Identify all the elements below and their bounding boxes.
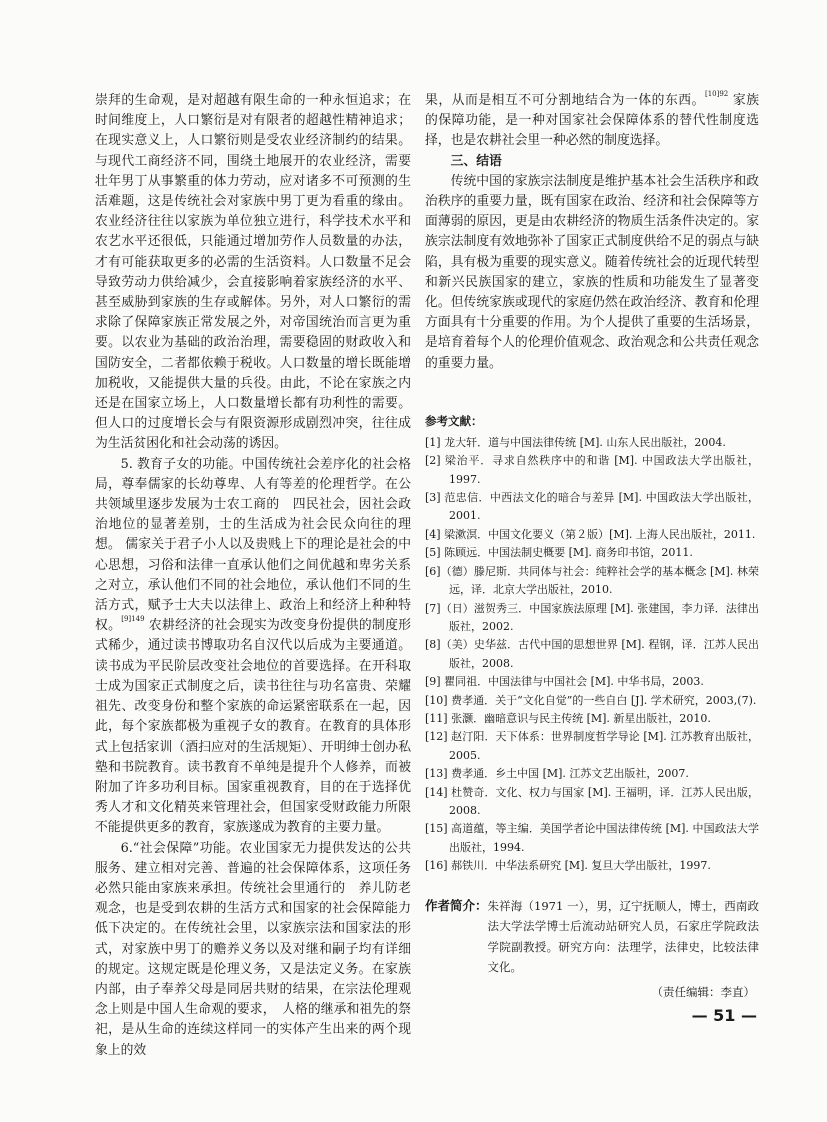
reference-item: [8]（美）史华兹．古代中国的思想世界 [M]. 程钢，译．江苏人民出版社，2008. — [425, 638, 759, 670]
body-paragraph: 崇拜的生命观，是对超越有限生命的一种永恒追求；在时间维度上，人口繁衍是对有限者的超越性精神追求；在现实意义上，人口繁衍则是受农业经济制约的结果。与现代工商经济不同，围绕土地展开的农业经济，需要壮年男丁从事繁重的体力劳动，应对诸多不可预测的生活难题，这是传统社会对家族中男丁更为看重的缘由。农业经济往往以家族为单位独立进行，科学技术水平和农艺水平还很低，只能通过增加劳作人员数量的办法，才有可能获取更多的必需的生活资料。人口数量不足会导致劳动力供给减少，会直接影响着家族经济的水平、甚至威胁到家族的生存或解体。另外，对人口繁衍的需求除了保障家族正常发展之外，对帝国统治而言更为重要。以农业为基础的政治治理，需要稳固的财政收入和国防安全，二者都依赖于税收。人口数量的增长既能增加税收，又能提供大量的兵役。由此，不论在家族之内还是在国家立场上，人口数量增长都有功利性的需要。但人口的过度增长会与有限资源形成剧烈冲突，往往成为生活贫困化和社会动荡的诱因。 — [95, 93, 411, 452]
author-bio-text: 朱祥海（1971 一），男，辽宁抚顺人，博士，西南政法大学法学博士后流动站研究人员，石家庄学院政法学院副教授。研究方向：法理学，法律史，比较法律文化。 — [487, 898, 759, 975]
reference-item: [14] 杜赞奇．文化、权力与国家 [M]. 王福明，译．江苏人民出版，2008. — [425, 785, 759, 817]
paragraph-text: 农耕经济的社会现实为改变身份提供的制度形式稀少，通过读书博取功名自汉代以后成为主要通道。读书成为平民阶层改变社会地位的首要选择。在开科取士成为国家正式制度之后，读书往往与功名富贵、荣耀祖先、改变身份和整个家族的命运紧密联系在一起，因此，每个家族都极为重视子女的教育。在教育的具体形式上包括家训（酒扫应对的生活规矩）、开明绅士创办私塾和书院教育。读书教育不单纯是提升个人修养，而被附加了许多功利目标。国家重视教育，目的在于选择优秀人才和文化精英来管理社会，但国家受财政能力所限不能提供更多的教育，家族遂成为教育的主要力量。 — [95, 618, 411, 836]
reference-item: [13] 费孝通．乡土中国 [M]. 江苏文艺出版社，2007. — [425, 767, 689, 781]
reference-item: [5] 陈顾远．中国法制史概要 [M]. 商务印书馆，2011. — [425, 546, 693, 560]
reference-item: [10] 费孝通．关于“文化自觉”的一些自白 [J]. 学术研究，2003,(7). — [425, 693, 757, 707]
citation-superscript: [10]92 — [704, 90, 729, 98]
conclusion-paragraph: 传统中国的家族宗法制度是维护基本社会生活秩序和政治秩序的重要力量，既有国家在政治、经济和社会保障等方面薄弱的原因，更是由农耕经济的物质生活条件决定的。家族宗法制度有效地弥补了国家正式制度供给不足的弱点与缺陷，具有极为重要的现实意义。随着传统社会的近现代转型和新兴民族国家的建立，家族的性质和功能发生了显著变化。但传统家族或现代的家庭仍然在政治经济、教育和伦理方面具有十分重要的作用。为个人提供了重要的生活场景，是培育着每个人的伦理价值观念、政治观念和公共责任观念的重要力量。 — [425, 173, 759, 371]
reference-item: [1] 龙大轩．道与中国法律传统 [M]. 山东人民出版社，2004. — [425, 435, 726, 449]
reference-item: [15] 高道蕴，等主编．美国学者论中国法律传统 [M]. 中国政法大学出版社，1994. — [425, 822, 759, 854]
reference-item: [16] 郝铁川．中华法系研究 [M]. 复旦大学出版社，1997. — [425, 859, 711, 873]
reference-item: [4] 梁漱溟．中国文化要义（第２版）[M]. 上海人民出版社，2011. — [425, 527, 756, 541]
reference-item: [11] 张灏．幽暗意识与民主传统 [M]. 新星出版社，2010. — [425, 711, 711, 725]
section-heading: 三、结语 — [450, 153, 502, 169]
reference-item: [3] 范忠信．中西法文化的暗合与差异 [M]. 中国政法大学出版社，2001. — [425, 491, 759, 523]
reference-list — [425, 434, 759, 876]
body-paragraph: 6.“社会保障”功能。农业国家无力提供发达的公共服务、建立相对完善、普遍的社会保障体系，这项任务必然只能由家族来承担。传统社会里通行的 养儿防老观念，也是受到农耕的生活方式和国家的社会保障能力低下决定的。在传统社会里，以家族宗法和国家法的形式，对家族中男丁的赡养义务以及对继和嗣子均有详细的规定。这规定既是伦理义务，又是法定义务。在家族内部，由子奉养父母是同居共财的结果，在宗法伦理观念上则是中国人生命观的要求， 人格的继承和祖先的祭祀，是从生命的连续这样同一的实体产生出来的两个现象上的效 — [95, 840, 411, 1058]
citation-superscript: [9]149 — [121, 615, 145, 624]
editor-credit: （责任编辑：李直） — [651, 984, 755, 999]
reference-item: [7]（日）滋贺秀三．中国家族法原理 [M]. 张建国，李力译．法律出版社，2002. — [425, 601, 759, 633]
author-bio — [425, 896, 759, 978]
reference-item: [2] 梁治平．寻求自然秩序中的和谐 [M]. 中国政法大学出版社，1997. — [425, 454, 759, 486]
body-paragraph — [95, 455, 411, 839]
references-heading: 参考文献： — [425, 413, 483, 428]
reference-item: [6]（德）滕尼斯．共同体与社会：纯粹社会学的基本概念 [M]. 林荣远，译．北京大学出版社，2010. — [425, 564, 759, 597]
paragraph-text: 家族的保障功能，是一种对国家社会保障体系的替代性制度选择，也是农耕社会里一种必然的制度选择。 — [425, 93, 759, 149]
paragraph-text: 5. 教育子女的功能。中国传统社会差序化的社会格局，尊奉儒家的长幼尊卑、人有等差的伦理哲学。在公共领域里逐步发展为士农工商的 四民社会，因社会政治地位的显著差别，士的生活成为社会民众向往的理想。 儒家关于君子小人以及贵贱上下的理论是社会的中心思想，习俗和法律一直承认他们之间优越和卑劣关系之对立，承认他们不同的社会地位，承认他们不同的生活方式，赋予士大夫以法律上、政治上和经济上种种特权。 — [95, 456, 411, 634]
right-column — [425, 91, 759, 1025]
left-column — [95, 91, 411, 1061]
reference-item: [12] 赵汀阳．天下体系：世界制度哲学导论 [M]. 江苏教育出版社，2005. — [425, 730, 759, 762]
paragraph-text: 果，从而是相互不可分割地结合为一体的东西。 — [425, 93, 705, 108]
reference-item: [9] 瞿同祖．中国法律与中国社会 [M]. 中华书局，2003. — [425, 675, 704, 689]
body-paragraph — [425, 91, 759, 152]
author-bio-label: 作者简介： — [425, 897, 488, 913]
page-number: — 51 — — [691, 1005, 757, 1025]
